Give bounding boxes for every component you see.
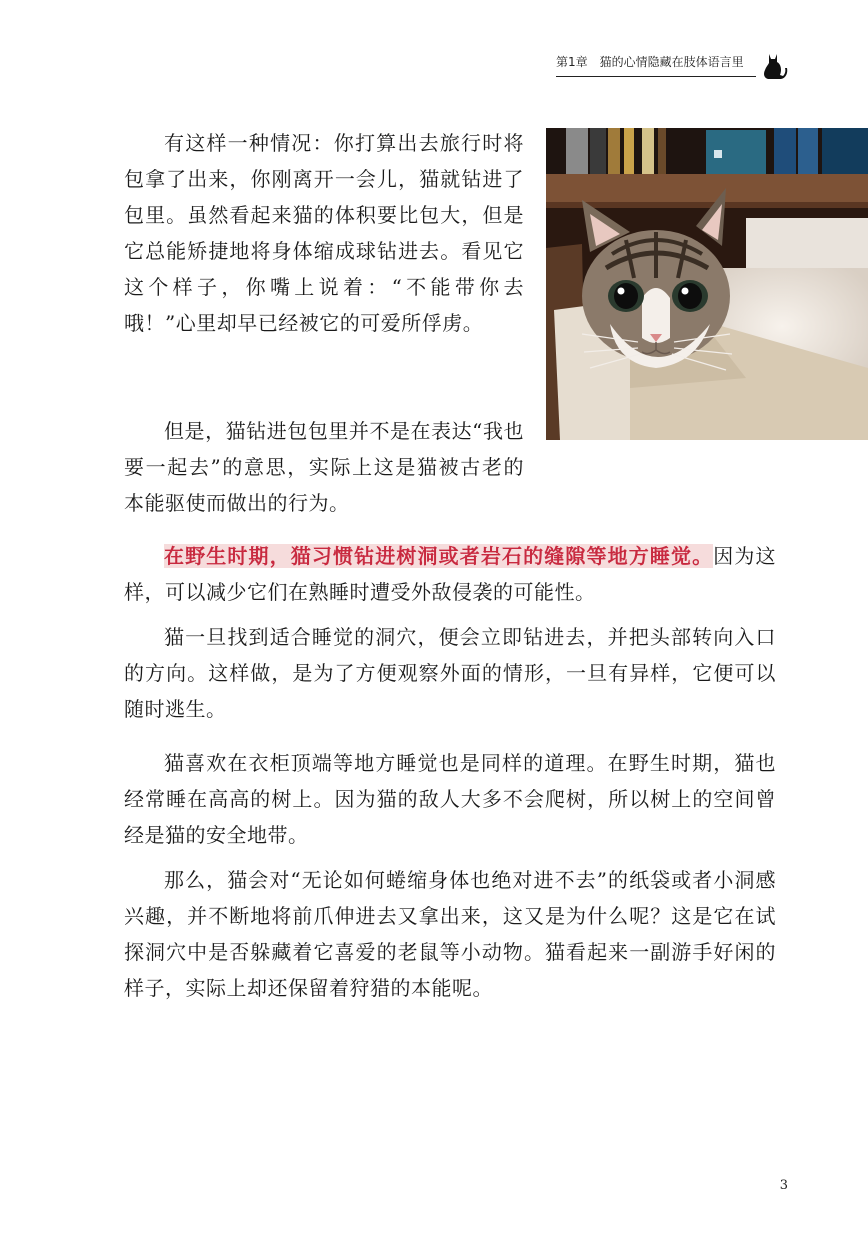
chapter-title: 猫的心情隐藏在肢体语言里 xyxy=(599,55,744,69)
paragraph-1: 有这样一种情况：你打算出去旅行时将包拿了出来，你刚离开一会儿，猫就钻进了包里。虽然看起来猫的体积要比包大，但是它总能矫捷地将身体缩成球钻进去。看见它这个样子，你嘴上说着：“不能带你去哦！”心里却早已经被它的可爱所俘虏。 xyxy=(124,131,524,335)
paragraph-3 xyxy=(124,538,776,610)
paragraph-2: 但是，猫钻进包包里并不是在表达“我也要一起去”的意思，实际上这是猫被古老的本能驱使而做出的行为。 xyxy=(124,419,524,515)
paragraph-6: 那么，猫会对“无论如何蜷缩身体也绝对进不去”的纸袋或者小洞感兴趣，并不断地将前爪伸进去又拿出来，这又是为什么呢？这是它在试探洞穴中是否躲藏着它喜爱的老鼠等小动物。猫看起来一副游手好闲的样子，实际上却还保留着狩猎的本能呢。 xyxy=(124,868,776,1000)
page-number: 3 xyxy=(779,1178,788,1193)
paragraph-4: 猫一旦找到适合睡觉的洞穴，便会立即钻进去，并把头部转向入口的方向。这样做，是为了方便观察外面的情形，一旦有异样，它便可以随时逃生。 xyxy=(124,625,776,721)
highlighted-sentence: 在野生时期，猫习惯钻进树洞或者岩石的缝隙等地方睡觉。 xyxy=(164,544,714,568)
cat-silhouette-icon xyxy=(760,50,788,80)
paragraph-5: 猫喜欢在衣柜顶端等地方睡觉也是同样的道理。在野生时期，猫也经常睡在高高的树上。因为猫的敌人大多不会爬树，所以树上的空间曾经是猫的安全地带。 xyxy=(124,751,776,847)
cat-in-bag-photo xyxy=(546,128,868,440)
paragraph-3-rest: 因为这样，可以减少它们在熟睡时遭受外敌侵袭的可能性。 xyxy=(124,544,776,604)
running-header xyxy=(556,52,756,77)
chapter-label: 第1章 xyxy=(556,55,588,69)
